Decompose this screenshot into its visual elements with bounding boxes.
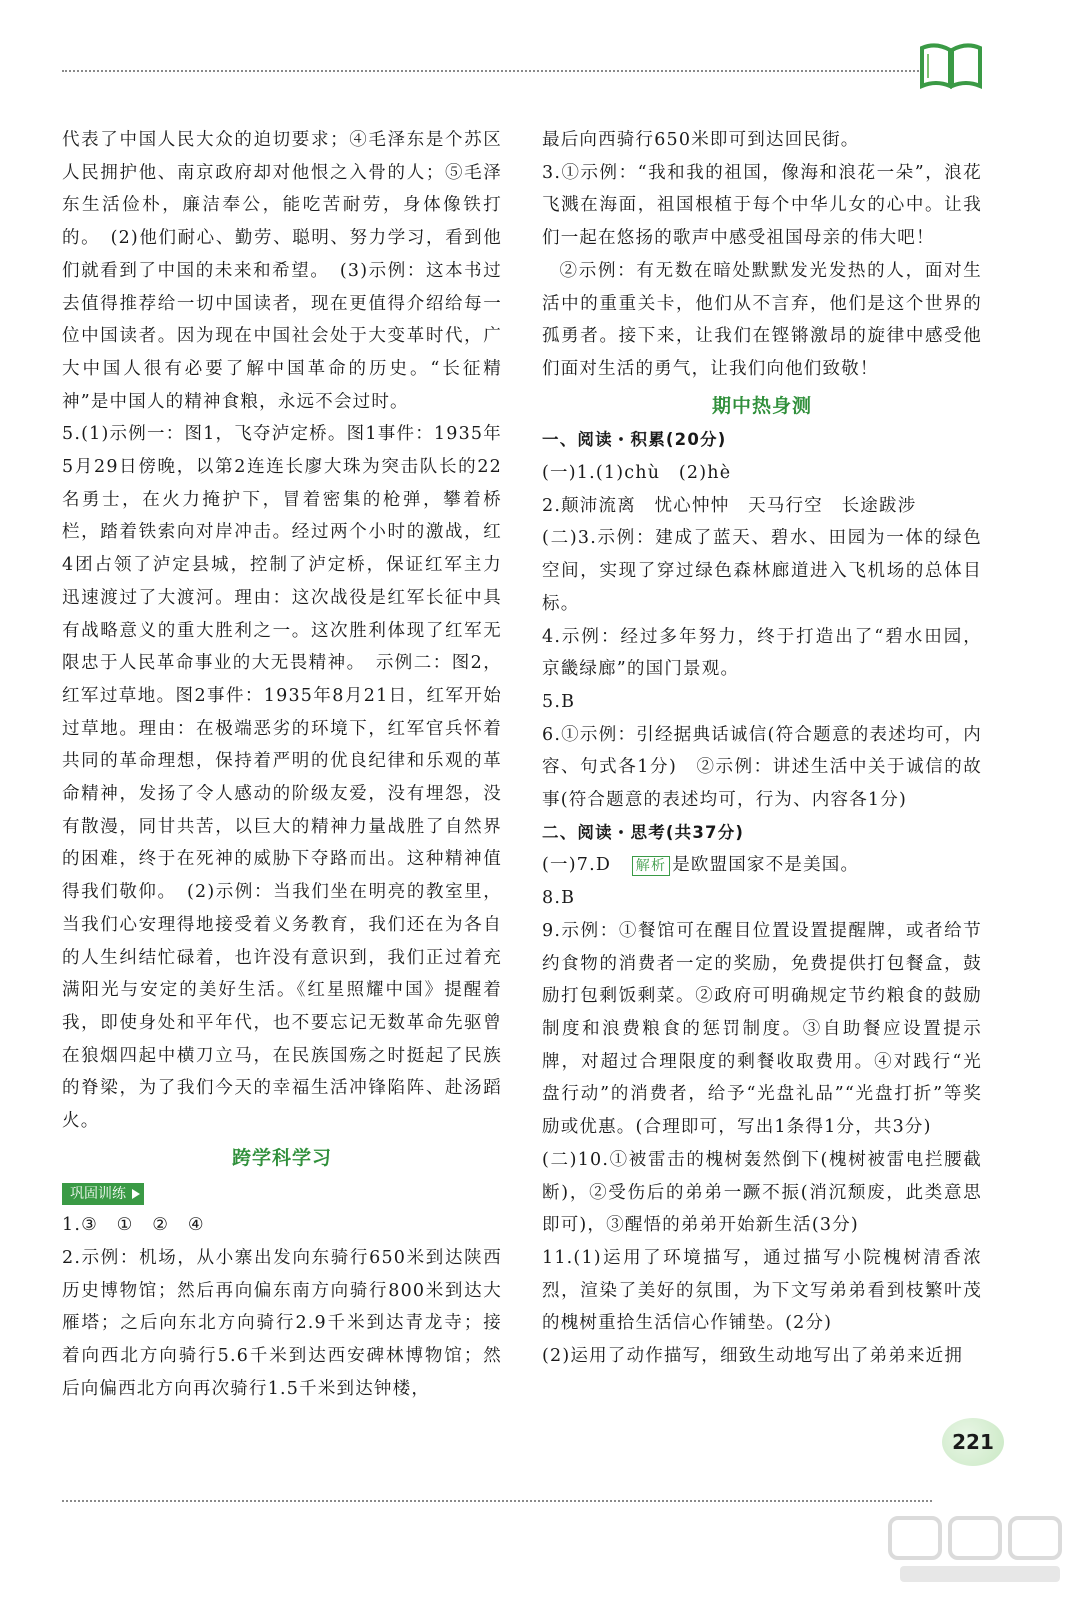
open-book-icon (918, 40, 984, 92)
section-title-midterm: 期中热身测 (711, 394, 812, 417)
watermark-logo-icon (880, 1510, 1080, 1590)
paragraph: 最后向西骑行650米即可到达回民街。 (542, 130, 860, 150)
right-column (542, 124, 982, 1373)
answer-item: (一)1.(1)chù (2)hè (542, 463, 732, 484)
answer-item: 5.B (542, 691, 576, 712)
paragraph: ②示例：有无数在暗处默默发光发热的人，面对生活中的重重关卡，他们从不言弃，他们是这个世界的孤勇者。接下来，让我们在铿锵激昂的旋律中感受他们面对生活的勇气，让我们向他们致敬！ (542, 260, 982, 379)
left-column (62, 124, 502, 1405)
answer-item: 2.示例：机场，从小寨出发向东骑行650米到达陕西历史博物馆；然后再向偏东南方向骑行800米到达大雁塔；之后向东北方向骑行2.9千米到达青龙寺；接着向西北方向骑行5.6千米到达西安碑林博物馆；然后向偏西北方向再次骑行1.5千米到达钟楼， (62, 1247, 502, 1399)
analysis-tag: 解析 (632, 856, 670, 876)
consolidation-badge: 巩固训练 (62, 1183, 144, 1205)
answer-item: 4.示例：经过多年努力，终于打造出了“碧水田园，京畿绿廊”的国门景观。 (542, 626, 982, 680)
page-number: 221 (952, 1430, 994, 1454)
answer-item: 8.B (542, 888, 576, 909)
paragraph: 代表了中国人民大众的迫切要求；④毛泽东是个苏区人民拥护他、南京政府却对他恨之入骨的人；⑤毛泽东生活俭朴，廉洁奉公，能吃苦耐劳，身体像铁打的。 (2)他们耐心、勤劳、聪明、努力学习，看到他们就看到了中国的未来和希望。 (3)示例：这本书过去值得推荐给一切中国读者，现在更值得介绍给每一位中国读者。因为现在中国社会处于大变革时代，广大中国人很有必要了解中国革命的历史。“长征精神”是中国人的精神食粮，永远不会过时。 (62, 130, 502, 412)
part-heading: 一、阅读・积累(20分) (542, 430, 727, 450)
answer-item: (二)10.①被雷击的槐树轰然倒下(槐树被雷电拦腰截断)，②受伤后的弟弟一蹶不振(消沉颓废，此类意思即可)，③醒悟的弟弟开始新生活(3分) (542, 1149, 982, 1236)
q7-prefix: (一)7.D (542, 855, 630, 876)
page-number-badge (942, 1418, 1004, 1466)
bottom-dotted-rule (62, 1500, 932, 1502)
paragraph: 5.(1)示例一：图1，飞夺泸定桥。图1事件：1935年5月29日傍晚，以第2连连长廖大珠为突击队长的22名勇士，在火力掩护下，冒着密集的枪弹，攀着桥栏，踏着铁索向对岸冲击。经过两个小时的激战，红4团占领了泸定县城，控制了泸定桥，保证红军主力迅速渡过了大渡河。理由：这次战役是红军长征中具有战略意义的重大胜利之一。这次胜利体现了红军无限忠于人民革命事业的大无畏精神。 示例二：图2，红军过草地。图2事件：1935年8月21日，红军开始过草地。理由：在极端恶劣的环境下，红军官兵怀着共同的革命理想，保持着严明的优良纪律和乐观的革命精神，发扬了令人感动的阶级友爱，没有埋怨，没有散漫，同甘共苦，以巨大的精神力量战胜了自然界的困难，终于在死神的威胁下夺路而出。这种精神值得我们敬仰。 (2)示例：当我们坐在明亮的教室里，当我们心安理得地接受着义务教育，我们还在为各自的人生纠结忙碌着，也许没有意识到，我们正过着充满阳光与安定的美好生活。《红星照耀中国》提醒着我，即使身处和平年代，也不要忘记无数革命先驱曾在狼烟四起中横刀立马，在民族国殇之时挺起了民族的脊梁，为了我们今天的幸福生活冲锋陷阵、赴汤蹈火。 (62, 424, 502, 1132)
answer-item: 11.(1)运用了环境描写，通过描写小院槐树清香浓烈，渲染了美好的氛围，为下文写弟弟看到枝繁叶茂的槐树重拾生活信心作铺垫。(2分) (542, 1247, 982, 1334)
answer-item: 1.③ ① ② ④ (62, 1215, 205, 1236)
answer-item: 2.颠沛流离 忧心忡忡 天马行空 长途跋涉 (542, 495, 917, 516)
answer-item-q7 (542, 849, 982, 882)
q7-text: 是欧盟国家不是美国。 (672, 855, 860, 876)
answer-item: (2)运用了动作描写，细致生动地写出了弟弟来近拥 (542, 1346, 964, 1367)
section-title-cross-subject: 跨学科学习 (231, 1146, 332, 1169)
top-dotted-rule (62, 70, 922, 72)
answer-item: (二)3.示例：建成了蓝天、碧水、田园为一体的绿色空间，实现了穿过绿色森林廊道进入飞机场的总体目标。 (542, 528, 982, 614)
answer-item: 9.示例：①餐馆可在醒目位置设置提醒牌，或者给节约食物的消费者一定的奖励，免费提供打包餐盒，鼓励打包剩饭剩菜。②政府可明确规定节约粮食的鼓励制度和浪费粮食的惩罚制度。③自助餐应设置提示牌，对超过合理限度的剩餐收取费用。④对践行“光盘行动”的消费者，给予“光盘礼品”“光盘打折”等奖励或优惠。(合理即可，写出1条得1分，共3分) (542, 920, 982, 1138)
paragraph: 3.①示例：“我和我的祖国，像海和浪花一朵”，浪花飞溅在海面，祖国根植于每个中华儿女的心中。让我们一起在悠扬的歌声中感受祖国母亲的伟大吧！ (542, 162, 982, 249)
part-heading: 二、阅读・思考(共37分) (542, 822, 745, 842)
answer-item: 6.①示例：引经据典话诚信(符合题意的表述均可，内容、句式各1分) ②示例：讲述生活中关于诚信的故事(符合题意的表述均可，行为、内容各1分) (542, 724, 982, 811)
